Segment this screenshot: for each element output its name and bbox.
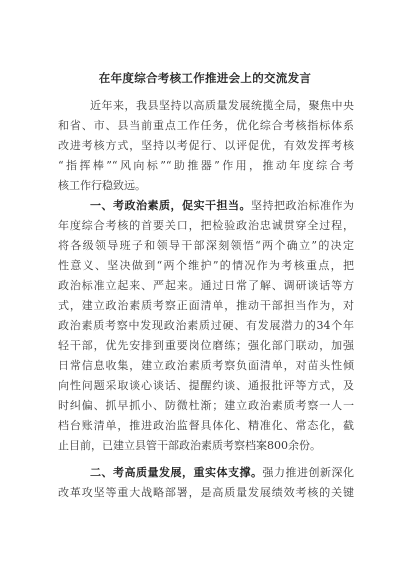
section-heading-line [90,466,354,480]
paragraph-line: 性意义、坚决做到“两个维护”的情况作为考核重点，把 [58,259,354,272]
section-heading-2: 二、考高质量发展，重实体支撑。 [90,466,263,479]
paragraph-line: 改进考核方式，坚持以考促行、以评促优，有效发挥考核 [58,139,354,152]
paragraph-line: 和省、市、县当前重点工作任务，优化综合考核指标体系 [58,119,354,132]
paragraph-line: 日常信息收集，建立政治素质考察负面清单，对苗头性倾 [58,359,354,372]
paragraph-line: 式，建立政治素质考察正面清单，推动干部担当作为，对 [58,299,354,312]
paragraph-line: 核工作行稳致远。 [58,179,146,192]
paragraph-line: 政治标准立起来、严起来。通过日常了解、调研谈话等方 [58,279,354,292]
section-heading-1: 一、考政治素质，促实干担当。 [90,199,251,212]
paragraph-text: 强力推进创新深化 [262,466,354,479]
paragraph-line: 将各级领导班子和领导干部深刻领悟“两个确立”的决定 [58,239,354,252]
paragraph-line: 档台账清单，推进政治监督具体化、精准化、常态化，截 [58,419,354,432]
paragraph-line: “指挥棒”“风向标”“助推器”作用，推动年度综合考 [58,159,354,172]
paragraph-line: 近年来，我县坚持以高质量发展统揽全局，聚焦中央 [90,99,354,112]
paragraph-line: 止目前，已建立县管干部政治素质考察档案800余份。 [58,439,321,452]
paragraph-line: 向性问题采取谈心谈话、提醒约谈、通报批评等方式，及 [58,379,354,392]
paragraph-line: 年度综合考核的首要关口，把检验政治忠诚贯穿全过程， [58,219,354,232]
document-title: 在年度综合考核工作推进会上的交流发言 [98,71,312,85]
paragraph-line: 改革攻坚等重大战略部署，是高质量发展绩效考核的关键 [58,486,354,499]
section-heading-line [90,199,354,213]
paragraph-line: 时纠偏、抓早抓小、防微杜渐；建立政治素质考察一人一 [58,399,354,412]
paragraph-text: 坚持把政治标准作为 [251,199,354,212]
paragraph-line: 轻干部，优先安排到重要岗位磨练；强化部门联动，加强 [58,339,354,352]
paragraph-line: 政治素质考察中发现政治素质过硬、有发展潜力的34个年 [58,319,354,332]
